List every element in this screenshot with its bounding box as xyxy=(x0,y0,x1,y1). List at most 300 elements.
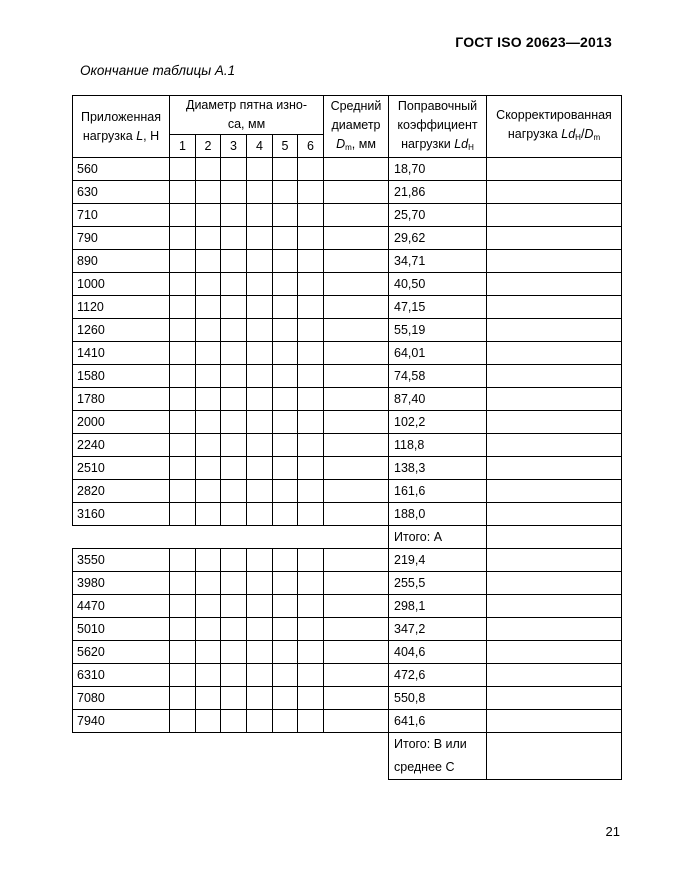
table-row xyxy=(73,434,622,457)
wear-diameter-cell xyxy=(273,503,298,526)
load-header-line1: Приложенная xyxy=(80,109,161,124)
correction-factor-cell: 74,58 xyxy=(389,365,487,388)
wear-diameter-cell xyxy=(170,365,196,388)
adj-subscript-h: H xyxy=(575,133,581,142)
wear-diameter-cell xyxy=(247,250,273,273)
adj-header-line1: Скорректированная xyxy=(496,108,612,122)
table-row xyxy=(73,388,622,411)
correction-factor-cell: 255,5 xyxy=(389,572,487,595)
wear-diameter-cell xyxy=(196,365,221,388)
wear-diameter-cell xyxy=(196,388,221,411)
table-row xyxy=(73,342,622,365)
table-row xyxy=(73,549,622,572)
wear-diameter-cell xyxy=(298,641,324,664)
load-cell: 710 xyxy=(73,204,170,227)
table-row xyxy=(73,204,622,227)
mean-diameter-cell xyxy=(324,710,389,733)
wear-diameter-cell xyxy=(221,365,247,388)
wear-diameter-cell xyxy=(170,204,196,227)
wear-diameter-cell xyxy=(247,710,273,733)
wear-diameter-cell xyxy=(273,388,298,411)
corr-header-line2: коэффициент xyxy=(397,117,478,132)
wear-subcolumn: 6 xyxy=(298,135,324,158)
load-cell: 1260 xyxy=(73,319,170,342)
correction-factor-cell: 118,8 xyxy=(389,434,487,457)
wear-diameter-cell xyxy=(298,181,324,204)
wear-diameter-cell xyxy=(170,434,196,457)
load-cell: 3980 xyxy=(73,572,170,595)
table-row xyxy=(73,710,622,733)
wear-diameter-cell xyxy=(247,503,273,526)
load-cell: 5620 xyxy=(73,641,170,664)
table-row xyxy=(73,641,622,664)
adjusted-load-cell xyxy=(487,250,622,273)
wear-diameter-cell xyxy=(273,342,298,365)
correction-factor-cell: 55,19 xyxy=(389,319,487,342)
table-body xyxy=(73,158,622,780)
wear-diameter-cell xyxy=(170,342,196,365)
adjusted-load-cell xyxy=(487,204,622,227)
load-cell: 2510 xyxy=(73,457,170,480)
total-row-b xyxy=(73,733,622,780)
load-cell: 1580 xyxy=(73,365,170,388)
wear-diameter-cell xyxy=(196,250,221,273)
mean-diameter-cell xyxy=(324,687,389,710)
wear-diameter-cell xyxy=(247,204,273,227)
adjusted-load-cell xyxy=(487,342,622,365)
wear-diameter-cell xyxy=(196,296,221,319)
wear-diameter-cell xyxy=(247,388,273,411)
mean-diameter-cell xyxy=(324,457,389,480)
wear-diameter-cell xyxy=(247,296,273,319)
column-header-wear-diameter xyxy=(170,96,324,135)
wear-diameter-cell xyxy=(247,434,273,457)
correction-factor-cell: 40,50 xyxy=(389,273,487,296)
adj-slash: / xyxy=(580,127,585,141)
adjusted-load-cell xyxy=(487,181,622,204)
wear-diameter-cell xyxy=(298,664,324,687)
load-cell: 2000 xyxy=(73,411,170,434)
wear-diameter-cell xyxy=(196,503,221,526)
mean-diameter-cell xyxy=(324,204,389,227)
wear-diameter-cell xyxy=(221,411,247,434)
adjusted-load-cell xyxy=(487,296,622,319)
wear-diameter-cell xyxy=(247,181,273,204)
correction-factor-cell: 161,6 xyxy=(389,480,487,503)
wear-diameter-cell xyxy=(247,273,273,296)
mean-diameter-cell xyxy=(324,319,389,342)
mean-diameter-cell xyxy=(324,388,389,411)
adjusted-load-cell xyxy=(487,434,622,457)
wear-diameter-cell xyxy=(298,480,324,503)
adjusted-load-cell xyxy=(487,710,622,733)
table-row xyxy=(73,365,622,388)
mean-unit: , мм xyxy=(351,136,376,151)
wear-subcolumn: 3 xyxy=(221,135,247,158)
wear-diameter-cell xyxy=(196,273,221,296)
mean-diameter-cell xyxy=(324,664,389,687)
correction-factor-cell: 188,0 xyxy=(389,503,487,526)
wear-diameter-cell xyxy=(298,549,324,572)
wear-header-line2: са, мм xyxy=(227,117,266,131)
correction-factor-cell: 298,1 xyxy=(389,595,487,618)
correction-factor-cell: 219,4 xyxy=(389,549,487,572)
load-cell: 2240 xyxy=(73,434,170,457)
wear-diameter-cell xyxy=(298,204,324,227)
correction-factor-cell: 25,70 xyxy=(389,204,487,227)
load-cell: 1410 xyxy=(73,342,170,365)
wear-diameter-cell xyxy=(221,595,247,618)
wear-diameter-cell xyxy=(170,595,196,618)
wear-diameter-cell xyxy=(196,664,221,687)
mean-diameter-cell xyxy=(324,549,389,572)
adj-variable-d: D xyxy=(584,127,594,141)
total-b-line2: среднее С xyxy=(394,760,455,774)
wear-subcolumn: 1 xyxy=(170,135,196,158)
wear-diameter-cell xyxy=(298,710,324,733)
wear-diameter-cell xyxy=(273,641,298,664)
wear-diameter-cell xyxy=(221,250,247,273)
wear-diameter-cell xyxy=(221,664,247,687)
adj-subscript-m: m xyxy=(593,133,601,142)
table-row xyxy=(73,572,622,595)
wear-diameter-cell xyxy=(170,549,196,572)
wear-diameter-cell xyxy=(221,503,247,526)
wear-diameter-cell xyxy=(298,457,324,480)
wear-diameter-cell xyxy=(247,664,273,687)
correction-factor-cell: 87,40 xyxy=(389,388,487,411)
wear-diameter-cell xyxy=(247,480,273,503)
wear-diameter-cell xyxy=(170,296,196,319)
table-row xyxy=(73,595,622,618)
wear-diameter-cell xyxy=(247,618,273,641)
wear-diameter-cell xyxy=(298,434,324,457)
table-row xyxy=(73,687,622,710)
load-cell: 790 xyxy=(73,227,170,250)
wear-diameter-cell xyxy=(170,710,196,733)
wear-diameter-cell xyxy=(273,181,298,204)
adjusted-load-cell xyxy=(487,411,622,434)
wear-diameter-cell xyxy=(196,572,221,595)
wear-diameter-cell xyxy=(298,158,324,181)
total-b-label xyxy=(389,733,487,780)
mean-diameter-cell xyxy=(324,227,389,250)
wear-diameter-cell xyxy=(298,572,324,595)
load-cell: 560 xyxy=(73,158,170,181)
mean-variable: D xyxy=(336,136,346,151)
mean-diameter-cell xyxy=(324,572,389,595)
column-header-correction-factor xyxy=(389,96,487,158)
wear-diameter-cell xyxy=(273,227,298,250)
table-row xyxy=(73,181,622,204)
wear-subcolumn: 2 xyxy=(196,135,221,158)
wear-diameter-cell xyxy=(247,158,273,181)
wear-diameter-cell xyxy=(221,572,247,595)
wear-diameter-cell xyxy=(170,411,196,434)
wear-diameter-cell xyxy=(196,158,221,181)
wear-diameter-cell xyxy=(247,365,273,388)
adjusted-load-cell xyxy=(487,365,622,388)
wear-diameter-cell xyxy=(170,158,196,181)
mean-diameter-cell xyxy=(324,641,389,664)
wear-diameter-cell xyxy=(298,365,324,388)
adjusted-load-cell xyxy=(487,388,622,411)
correction-factor-cell: 641,6 xyxy=(389,710,487,733)
adjusted-load-cell xyxy=(487,319,622,342)
corr-header-line1: Поправочный xyxy=(397,98,478,113)
column-header-load xyxy=(73,96,170,158)
wear-diameter-cell xyxy=(273,549,298,572)
wear-diameter-cell xyxy=(247,641,273,664)
wear-diameter-cell xyxy=(196,641,221,664)
wear-diameter-cell xyxy=(221,457,247,480)
mean-diameter-cell xyxy=(324,250,389,273)
wear-diameter-cell xyxy=(247,595,273,618)
corr-variable: Ld xyxy=(454,136,469,151)
wear-diameter-cell xyxy=(221,388,247,411)
wear-diameter-cell xyxy=(170,319,196,342)
table-row xyxy=(73,158,622,181)
load-cell: 2820 xyxy=(73,480,170,503)
correction-factor-cell: 18,70 xyxy=(389,158,487,181)
wear-diameter-cell xyxy=(273,595,298,618)
wear-diameter-cell xyxy=(170,181,196,204)
wear-diameter-cell xyxy=(273,687,298,710)
wear-diameter-cell xyxy=(298,250,324,273)
correction-factor-cell: 472,6 xyxy=(389,664,487,687)
mean-diameter-cell xyxy=(324,365,389,388)
correction-factor-cell: 404,6 xyxy=(389,641,487,664)
wear-diameter-cell xyxy=(247,549,273,572)
adjusted-load-cell xyxy=(487,227,622,250)
load-header-line2: нагрузка xyxy=(82,128,137,143)
corr-header-line3: нагрузки xyxy=(401,136,455,151)
wear-diameter-cell xyxy=(273,365,298,388)
wear-diameter-cell xyxy=(247,572,273,595)
wear-diameter-cell xyxy=(170,664,196,687)
wear-diameter-cell xyxy=(221,549,247,572)
wear-diameter-cell xyxy=(273,618,298,641)
wear-diameter-cell xyxy=(298,503,324,526)
adjusted-load-cell xyxy=(487,503,622,526)
wear-diameter-cell xyxy=(273,250,298,273)
data-table xyxy=(72,95,622,780)
wear-diameter-cell xyxy=(221,480,247,503)
total-spacer xyxy=(73,526,389,549)
wear-diameter-cell xyxy=(196,181,221,204)
total-b-line1: Итого: В или xyxy=(394,737,467,751)
load-cell: 5010 xyxy=(73,618,170,641)
mean-diameter-cell xyxy=(324,411,389,434)
wear-diameter-cell xyxy=(298,595,324,618)
table-row xyxy=(73,273,622,296)
table-row xyxy=(73,319,622,342)
wear-diameter-cell xyxy=(170,227,196,250)
wear-diameter-cell xyxy=(247,227,273,250)
adjusted-load-cell xyxy=(487,158,622,181)
table-row xyxy=(73,664,622,687)
load-cell: 4470 xyxy=(73,595,170,618)
table-row xyxy=(73,250,622,273)
total-a-label: Итого: А xyxy=(389,526,487,549)
wear-diameter-cell xyxy=(247,687,273,710)
mean-diameter-cell xyxy=(324,181,389,204)
mean-diameter-cell xyxy=(324,342,389,365)
corr-subscript: H xyxy=(468,142,474,152)
wear-diameter-cell xyxy=(221,204,247,227)
wear-diameter-cell xyxy=(221,710,247,733)
wear-subcolumn: 4 xyxy=(247,135,273,158)
wear-diameter-cell xyxy=(298,342,324,365)
adjusted-load-cell xyxy=(487,664,622,687)
wear-diameter-cell xyxy=(221,181,247,204)
table-caption: Окончание таблицы А.1 xyxy=(80,63,236,78)
correction-factor-cell: 29,62 xyxy=(389,227,487,250)
wear-diameter-cell xyxy=(221,434,247,457)
wear-diameter-cell xyxy=(298,319,324,342)
correction-factor-cell: 21,86 xyxy=(389,181,487,204)
wear-diameter-cell xyxy=(170,250,196,273)
mean-diameter-cell xyxy=(324,480,389,503)
wear-diameter-cell xyxy=(298,296,324,319)
load-cell: 3550 xyxy=(73,549,170,572)
wear-diameter-cell xyxy=(273,710,298,733)
load-cell: 7940 xyxy=(73,710,170,733)
wear-diameter-cell xyxy=(170,572,196,595)
wear-diameter-cell xyxy=(273,273,298,296)
standard-number: ГОСТ ISO 20623—2013 xyxy=(455,34,612,50)
wear-diameter-cell xyxy=(298,411,324,434)
load-cell: 630 xyxy=(73,181,170,204)
column-header-adjusted-load xyxy=(487,96,622,158)
wear-diameter-cell xyxy=(273,480,298,503)
wear-diameter-cell xyxy=(196,411,221,434)
mean-diameter-cell xyxy=(324,434,389,457)
adjusted-load-cell xyxy=(487,549,622,572)
load-unit: , Н xyxy=(143,128,160,143)
wear-diameter-cell xyxy=(196,480,221,503)
wear-diameter-cell xyxy=(221,158,247,181)
wear-diameter-cell xyxy=(170,457,196,480)
wear-diameter-cell xyxy=(273,434,298,457)
correction-factor-cell: 138,3 xyxy=(389,457,487,480)
wear-diameter-cell xyxy=(247,457,273,480)
mean-diameter-cell xyxy=(324,296,389,319)
mean-diameter-cell xyxy=(324,273,389,296)
wear-diameter-cell xyxy=(221,273,247,296)
mean-diameter-cell xyxy=(324,158,389,181)
wear-diameter-cell xyxy=(170,480,196,503)
wear-diameter-cell xyxy=(170,273,196,296)
wear-diameter-cell xyxy=(247,342,273,365)
mean-header-line2: диаметр xyxy=(331,117,381,132)
table-row xyxy=(73,618,622,641)
wear-diameter-cell xyxy=(273,319,298,342)
load-cell: 890 xyxy=(73,250,170,273)
wear-diameter-cell xyxy=(196,319,221,342)
wear-diameter-cell xyxy=(221,319,247,342)
mean-header-line1: Средний xyxy=(330,98,382,113)
load-cell: 7080 xyxy=(73,687,170,710)
wear-diameter-cell xyxy=(273,158,298,181)
wear-diameter-cell xyxy=(196,687,221,710)
table-row xyxy=(73,227,622,250)
mean-diameter-cell xyxy=(324,618,389,641)
wear-diameter-cell xyxy=(273,572,298,595)
table-row xyxy=(73,296,622,319)
wear-diameter-cell xyxy=(273,204,298,227)
mean-subscript: m xyxy=(345,142,352,152)
wear-diameter-cell xyxy=(221,641,247,664)
adjusted-load-cell xyxy=(487,457,622,480)
mean-diameter-cell xyxy=(324,503,389,526)
wear-diameter-cell xyxy=(170,503,196,526)
wear-diameter-cell xyxy=(273,296,298,319)
wear-diameter-cell xyxy=(170,388,196,411)
wear-diameter-cell xyxy=(196,204,221,227)
wear-diameter-cell xyxy=(247,319,273,342)
wear-diameter-cell xyxy=(196,434,221,457)
table-row xyxy=(73,503,622,526)
wear-diameter-cell xyxy=(170,618,196,641)
correction-factor-cell: 34,71 xyxy=(389,250,487,273)
adjusted-load-cell xyxy=(487,480,622,503)
wear-diameter-cell xyxy=(298,388,324,411)
wear-header-line1: Диаметр пятна изно- xyxy=(185,98,307,112)
correction-factor-cell: 347,2 xyxy=(389,618,487,641)
column-header-mean-diameter xyxy=(324,96,389,158)
correction-factor-cell: 64,01 xyxy=(389,342,487,365)
table-row xyxy=(73,457,622,480)
load-cell: 1780 xyxy=(73,388,170,411)
adjusted-load-cell xyxy=(487,687,622,710)
table-row xyxy=(73,480,622,503)
wear-diameter-cell xyxy=(196,457,221,480)
page-number: 21 xyxy=(605,824,620,839)
wear-diameter-cell xyxy=(196,595,221,618)
wear-diameter-cell xyxy=(170,687,196,710)
total-row-a xyxy=(73,526,622,549)
wear-diameter-cell xyxy=(298,273,324,296)
correction-factor-cell: 47,15 xyxy=(389,296,487,319)
mean-diameter-cell xyxy=(324,595,389,618)
load-cell: 3160 xyxy=(73,503,170,526)
wear-diameter-cell xyxy=(196,710,221,733)
wear-diameter-cell xyxy=(221,296,247,319)
adjusted-load-cell xyxy=(487,273,622,296)
table-row xyxy=(73,411,622,434)
load-cell: 1000 xyxy=(73,273,170,296)
total-spacer xyxy=(73,733,389,780)
adjusted-load-cell xyxy=(487,595,622,618)
wear-diameter-cell xyxy=(298,227,324,250)
wear-diameter-cell xyxy=(196,342,221,365)
total-b-value xyxy=(487,733,622,780)
load-variable: L xyxy=(136,128,144,143)
wear-subcolumn: 5 xyxy=(273,135,298,158)
wear-diameter-cell xyxy=(221,687,247,710)
adjusted-load-cell xyxy=(487,572,622,595)
adj-header-line2: нагрузка xyxy=(507,127,562,141)
adjusted-load-cell xyxy=(487,641,622,664)
wear-diameter-cell xyxy=(273,664,298,687)
wear-diameter-cell xyxy=(298,618,324,641)
wear-diameter-cell xyxy=(221,342,247,365)
wear-diameter-cell xyxy=(298,687,324,710)
total-a-value xyxy=(487,526,622,549)
wear-diameter-cell xyxy=(273,457,298,480)
wear-diameter-cell xyxy=(221,227,247,250)
